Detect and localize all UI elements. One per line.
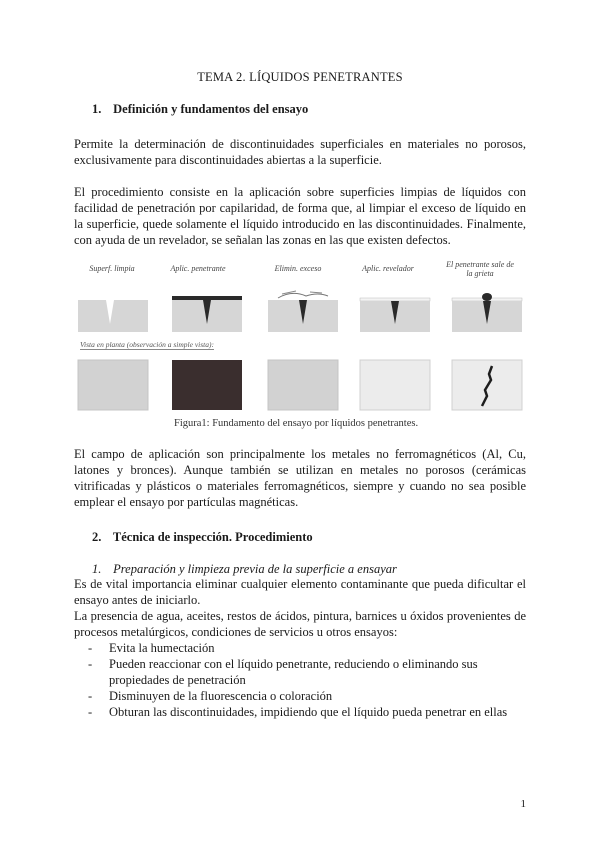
list-item-text: Pueden reaccionar con el líquido penetrante, reduciendo o eliminando sus propiedades de penetración xyxy=(109,657,478,687)
figure-label: Aplic. revelador xyxy=(362,264,414,273)
list-item-text: Obturan las discontinuidades, impidiendo que el líquido pueda penetrar en ellas xyxy=(109,705,508,719)
section-1-paragraph-2: El procedimiento consiste en la aplicación sobre superficies limpias de líquidos con facilidad de penetración por capilaridad, de forma que, al limpiar el exceso de líquido en la superficie, quede solamente el líquido introducido en las discontinuidades. Finalmente, con ayuda de un revelador, se señalan las zonas en las que existen defectos. xyxy=(74,185,526,247)
bullet-dash: - xyxy=(88,657,93,671)
list-item xyxy=(88,704,528,720)
section-title: Definición y fundamentos del ensayo xyxy=(113,102,309,116)
panel-apply-penetrant xyxy=(172,296,242,332)
figure-view-label: Vista en planta (observación a simple vista): xyxy=(80,340,215,349)
figure-label: Superf. limpia xyxy=(89,264,135,273)
bullet-dash: - xyxy=(88,641,93,655)
list-item-text: Disminuyen de la fluorescencia o coloración xyxy=(109,689,333,703)
plan-view-clean xyxy=(78,360,148,410)
section-number: 1. xyxy=(92,102,102,116)
subsection-heading xyxy=(92,562,397,577)
section-2-heading xyxy=(92,530,313,545)
figure-label: El penetrante sale de la grieta xyxy=(446,260,514,278)
page-number: 1 xyxy=(520,798,526,810)
figure-illustration xyxy=(70,264,530,414)
section-title: Técnica de inspección. Procedimiento xyxy=(112,530,313,544)
plan-view-developer xyxy=(360,360,430,410)
list-item xyxy=(88,656,528,688)
document-title: TEMA 2. LÍQUIDOS PENETRANTES xyxy=(197,70,403,84)
section-1-heading xyxy=(92,102,308,117)
plan-view-indication xyxy=(452,360,522,410)
section-1-paragraph-1: Permite la determinación de discontinuidades superficiales en materiales no porosos, exclusivamente para discontinuidades abiertas a la superficie. xyxy=(74,137,526,167)
panel-apply-developer xyxy=(360,298,430,332)
panel-remove-excess xyxy=(268,291,338,332)
section-2-paragraph-1: Es de vital importancia eliminar cualquier elemento contaminante que pueda dificultar el ensayo antes de iniciarlo. xyxy=(74,577,526,607)
panel-penetrant-bleeds xyxy=(452,293,522,332)
section-1-paragraph-3: El campo de aplicación son principalmente los metales no ferromagnéticos (Al, Cu, latones y bronces). Aunque también se utilizan en metales no porosos (cerámicas vitrificadas y plásticos o materiales ferromagnéticos, siempre y cuando no sea posible emplear el ensayo por partículas magnéticas. xyxy=(74,447,526,509)
section-2-paragraph-2: La presencia de agua, aceites, restos de ácidos, pintura, barnices u óxidos provenientes de procesos metalúrgicos, condiciones de servicios u otros ensayos: xyxy=(74,609,526,639)
list-item xyxy=(88,640,528,656)
list-item xyxy=(88,688,528,704)
list-item-text: Evita la humectación xyxy=(109,641,215,655)
plan-view-removed xyxy=(268,360,338,410)
figure-label: Elimin. exceso xyxy=(274,264,322,273)
subsection-number: 1. xyxy=(92,562,102,576)
panel-clean-surface xyxy=(78,300,148,332)
figure-label: Aplic. penetrante xyxy=(170,264,226,273)
bullet-dash: - xyxy=(88,689,93,703)
bullet-dash: - xyxy=(88,705,93,719)
plan-view-penetrant xyxy=(172,360,242,410)
figure-caption: Figura1: Fundamento del ensayo por líquidos penetrantes. xyxy=(174,418,419,429)
bullet-list xyxy=(88,640,528,720)
subsection-title: Preparación y limpieza previa de la superficie a ensayar xyxy=(113,562,397,576)
section-number: 2. xyxy=(92,530,102,544)
figure-penetrant-test xyxy=(70,260,530,436)
